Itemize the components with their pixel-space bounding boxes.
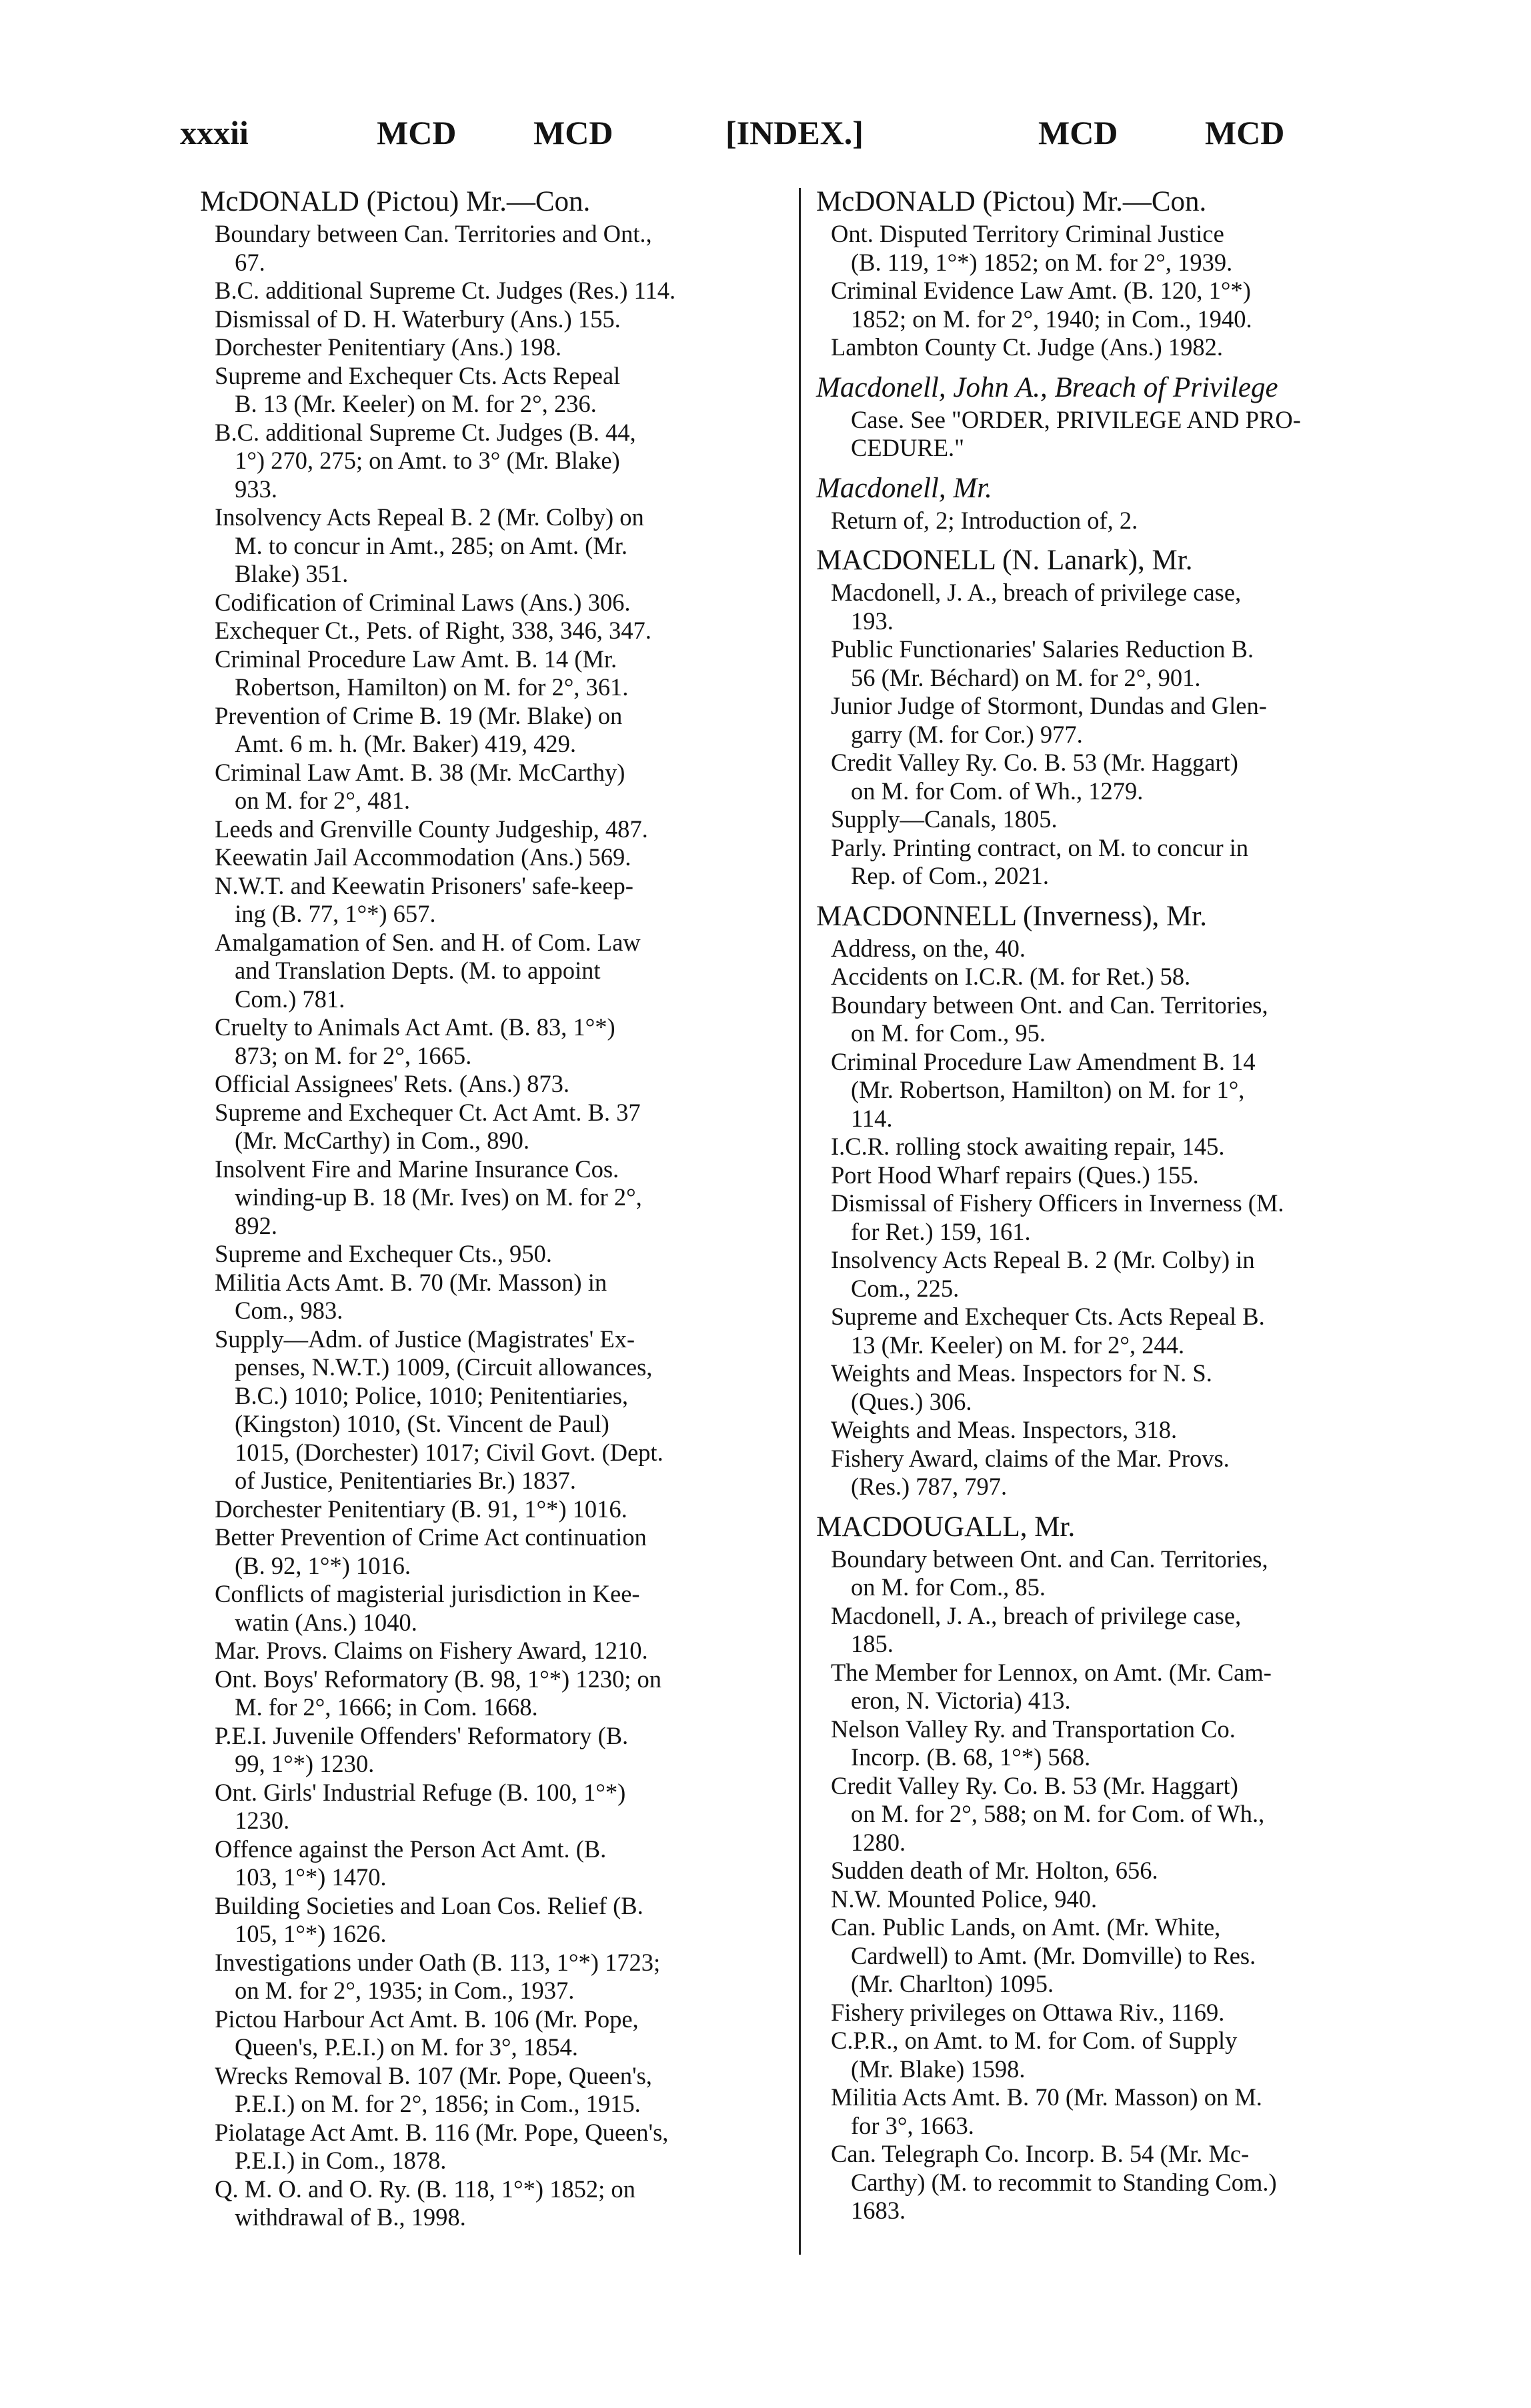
index-line: Boundary between Ont. and Can. Territories, bbox=[831, 1545, 1268, 1573]
entry-heading: MACDOUGALL, Mr. bbox=[816, 1511, 1076, 1543]
index-line: Public Functionaries' Salaries Reduction B. bbox=[831, 635, 1254, 663]
index-line: Building Societies and Loan Cos. Relief (B. bbox=[215, 1891, 643, 1919]
index-line: Macdonell, J. A., breach of privilege case, bbox=[831, 579, 1242, 606]
index-line: for Ret.) 159, 161. bbox=[851, 1217, 1031, 1245]
entry-heading: McDONALD (Pictou) Mr.—Con. bbox=[200, 186, 591, 217]
index-line: Militia Acts Amt. B. 70 (Mr. Masson) on M. bbox=[831, 2083, 1262, 2111]
index-line: Com., 225. bbox=[851, 1274, 960, 1302]
index-line: 1683. bbox=[851, 2197, 906, 2224]
index-line: Exchequer Ct., Pets. of Right, 338, 346, 347. bbox=[215, 617, 651, 644]
index-line: 56 (Mr. Béchard) on M. for 2°, 901. bbox=[851, 663, 1201, 691]
index-line: Com., 983. bbox=[235, 1297, 343, 1324]
index-line: Weights and Meas. Inspectors, 318. bbox=[831, 1416, 1178, 1443]
index-line: Wrecks Removal B. 107 (Mr. Pope, Queen's, bbox=[215, 2061, 652, 2089]
index-line: Blake) 351. bbox=[235, 560, 349, 587]
index-line: Weights and Meas. Inspectors for N. S. bbox=[831, 1359, 1212, 1387]
index-line: 892. bbox=[235, 1211, 277, 1239]
index-line: Junior Judge of Stormont, Dundas and Glen- bbox=[831, 692, 1267, 719]
index-line: C.P.R., on Amt. to M. for Com. of Supply bbox=[831, 2027, 1238, 2054]
index-line: Rep. of Com., 2021. bbox=[851, 862, 1050, 889]
section-title: [INDEX.] bbox=[725, 114, 864, 151]
index-line: Ont. Girls' Industrial Refuge (B. 100, 1°*) bbox=[215, 1778, 626, 1806]
index-line: Boundary between Ont. and Can. Territories, bbox=[831, 991, 1268, 1019]
index-line: N.W.T. and Keewatin Prisoners' safe-keep- bbox=[215, 871, 633, 899]
index-line: Amt. 6 m. h. (Mr. Baker) 419, 429. bbox=[235, 730, 576, 757]
index-line: Dismissal of D. H. Waterbury (Ans.) 155. bbox=[215, 305, 621, 333]
index-line: (Mr. Robertson, Hamilton) on M. for 1°, bbox=[851, 1076, 1245, 1103]
index-line: (Res.) 787, 797. bbox=[851, 1473, 1008, 1500]
index-line: (Kingston) 1010, (St. Vincent de Paul) bbox=[235, 1410, 609, 1437]
index-line: 1852; on M. for 2°, 1940; in Com., 1940. bbox=[851, 305, 1252, 333]
index-line: Accidents on I.C.R. (M. for Ret.) 58. bbox=[831, 963, 1191, 990]
index-line: (B. 92, 1°*) 1016. bbox=[235, 1551, 411, 1579]
index-line: Can. Telegraph Co. Incorp. B. 54 (Mr. Mc- bbox=[831, 2140, 1250, 2167]
index-line: Fishery privileges on Ottawa Riv., 1169. bbox=[831, 1998, 1225, 2026]
index-line: Criminal Law Amt. B. 38 (Mr. McCarthy) bbox=[215, 758, 625, 786]
index-line: 185. bbox=[851, 1630, 894, 1657]
index-line: (Mr. Charlton) 1095. bbox=[851, 1970, 1054, 1997]
index-line: (B. 119, 1°*) 1852; on M. for 2°, 1939. bbox=[851, 248, 1233, 276]
index-line: Cardwell) to Amt. (Mr. Domville) to Res. bbox=[851, 1941, 1256, 1969]
index-line: Insolvent Fire and Marine Insurance Cos. bbox=[215, 1155, 619, 1183]
index-line: 193. bbox=[851, 607, 894, 635]
index-line: CEDURE." bbox=[851, 434, 965, 461]
index-line: Q. M. O. and O. Ry. (B. 118, 1°*) 1852; on bbox=[215, 2175, 635, 2203]
index-line: on M. for Com., 95. bbox=[851, 1019, 1046, 1047]
index-line: Leeds and Grenville County Judgeship, 487. bbox=[215, 815, 648, 843]
index-line: Offence against the Person Act Amt. (B. bbox=[215, 1835, 607, 1863]
index-line: Dorchester Penitentiary (Ans.) 198. bbox=[215, 333, 561, 361]
entry-heading: Macdonell, Mr. bbox=[816, 472, 992, 504]
index-line: 99, 1°*) 1230. bbox=[235, 1750, 375, 1777]
index-line: garry (M. for Cor.) 977. bbox=[851, 720, 1083, 748]
index-line: Keewatin Jail Accommodation (Ans.) 569. bbox=[215, 843, 631, 871]
index-line: and Translation Depts. (M. to appoint bbox=[235, 957, 601, 984]
index-line: Ont. Boys' Reformatory (B. 98, 1°*) 1230; on bbox=[215, 1665, 662, 1693]
index-line: (Ques.) 306. bbox=[851, 1387, 972, 1415]
index-line: on M. for 2°, 481. bbox=[235, 787, 410, 814]
entry-heading: MACDONNELL (Inverness), Mr. bbox=[816, 900, 1207, 932]
index-line: Codification of Criminal Laws (Ans.) 306. bbox=[215, 588, 631, 616]
index-line: Supreme and Exchequer Cts., 950. bbox=[215, 1240, 552, 1267]
running-header bbox=[180, 113, 1314, 167]
index-line: Queen's, P.E.I.) on M. for 3°, 1854. bbox=[235, 2033, 578, 2061]
index-line: Address, on the, 40. bbox=[831, 934, 1026, 962]
index-line: Piolatage Act Amt. B. 116 (Mr. Pope, Queen's, bbox=[215, 2118, 669, 2146]
index-line: Macdonell, J. A., breach of privilege case, bbox=[831, 1601, 1242, 1629]
index-line: 1015, (Dorchester) 1017; Civil Govt. (Dept. bbox=[235, 1438, 663, 1466]
guide-word: MCD bbox=[377, 114, 457, 151]
index-line: Robertson, Hamilton) on M. for 2°, 361. bbox=[235, 673, 629, 701]
index-line: 67. bbox=[235, 248, 265, 276]
index-line: Better Prevention of Crime Act continuation bbox=[215, 1523, 647, 1551]
guide-word: MCD bbox=[533, 114, 613, 151]
index-line: M. to concur in Amt., 285; on Amt. (Mr. bbox=[235, 531, 628, 559]
index-line: on M. for Com., 85. bbox=[851, 1573, 1046, 1601]
index-line: Return of, 2; Introduction of, 2. bbox=[831, 506, 1138, 534]
index-line: Supply—Canals, 1805. bbox=[831, 805, 1058, 833]
index-line: P.E.I. Juvenile Offenders' Reformatory (B. bbox=[215, 1721, 629, 1749]
index-line: P.E.I.) in Com., 1878. bbox=[235, 2147, 447, 2174]
index-line: Case. See "ORDER, PRIVILEGE AND PRO- bbox=[851, 405, 1301, 433]
index-line: penses, N.W.T.) 1009, (Circuit allowances, bbox=[235, 1353, 653, 1381]
index-line: P.E.I.) on M. for 2°, 1856; in Com., 1915. bbox=[235, 2090, 641, 2117]
index-line: 1280. bbox=[851, 1828, 906, 1856]
index-line: Supreme and Exchequer Cts. Acts Repeal B. bbox=[831, 1303, 1265, 1330]
index-line: N.W. Mounted Police, 940. bbox=[831, 1885, 1098, 1913]
index-line: Com.) 781. bbox=[235, 985, 345, 1013]
index-line: Cruelty to Animals Act Amt. (B. 83, 1°*) bbox=[215, 1013, 615, 1041]
index-line: on M. for Com. of Wh., 1279. bbox=[851, 777, 1144, 805]
index-line: Conflicts of magisterial jurisdiction in Kee- bbox=[215, 1580, 640, 1607]
index-line: Mar. Provs. Claims on Fishery Award, 1210. bbox=[215, 1637, 648, 1664]
index-line: Insolvency Acts Repeal B. 2 (Mr. Colby) on bbox=[215, 503, 644, 531]
index-line: 1°) 270, 275; on Amt. to 3° (Mr. Blake) bbox=[235, 447, 620, 474]
index-line: The Member for Lennox, on Amt. (Mr. Cam- bbox=[831, 1658, 1272, 1686]
index-line: Supreme and Exchequer Ct. Act Amt. B. 37 bbox=[215, 1098, 641, 1126]
index-line: B. 13 (Mr. Keeler) on M. for 2°, 236. bbox=[235, 390, 597, 417]
index-line: of Justice, Penitentiaries Br.) 1837. bbox=[235, 1467, 576, 1494]
page-number: xxxii bbox=[180, 114, 249, 151]
index-line: (Mr. Blake) 1598. bbox=[851, 2055, 1026, 2083]
entry-heading: MACDONELL (N. Lanark), Mr. bbox=[816, 545, 1193, 576]
index-line: Fishery Award, claims of the Mar. Provs. bbox=[831, 1444, 1230, 1472]
index-line: 114. bbox=[851, 1104, 893, 1132]
index-line: M. for 2°, 1666; in Com. 1668. bbox=[235, 1693, 538, 1721]
index-line: Boundary between Can. Territories and Ont., bbox=[215, 220, 652, 247]
index-line: eron, N. Victoria) 413. bbox=[851, 1687, 1071, 1714]
index-line: Investigations under Oath (B. 113, 1°*) 1723; bbox=[215, 1948, 661, 1976]
index-line: Sudden death of Mr. Holton, 656. bbox=[831, 1857, 1158, 1884]
index-line: 1230. bbox=[235, 1807, 290, 1834]
index-line: Pictou Harbour Act Amt. B. 106 (Mr. Pope, bbox=[215, 2005, 639, 2033]
index-line: for 3°, 1663. bbox=[851, 2111, 974, 2139]
index-line: Criminal Evidence Law Amt. (B. 120, 1°*) bbox=[831, 277, 1251, 304]
index-line: Carthy) (M. to recommit to Standing Com.) bbox=[851, 2168, 1277, 2196]
index-line: Port Hood Wharf repairs (Ques.) 155. bbox=[831, 1161, 1199, 1189]
index-line: winding-up B. 18 (Mr. Ives) on M. for 2°, bbox=[235, 1183, 642, 1211]
index-line: Ont. Disputed Territory Criminal Justice bbox=[831, 220, 1224, 247]
index-line: Criminal Procedure Law Amendment B. 14 bbox=[831, 1047, 1256, 1075]
guide-word: MCD bbox=[1038, 114, 1118, 151]
index-line: B.C. additional Supreme Ct. Judges (Res.) 114. bbox=[215, 277, 676, 304]
index-line: Dismissal of Fishery Officers in Inverness (M. bbox=[831, 1189, 1284, 1217]
index-line: on M. for 2°, 588; on M. for Com. of Wh., bbox=[851, 1800, 1265, 1827]
index-line: withdrawal of B., 1998. bbox=[235, 2203, 466, 2231]
index-line: I.C.R. rolling stock awaiting repair, 145. bbox=[831, 1133, 1225, 1160]
index-line: Amalgamation of Sen. and H. of Com. Law bbox=[215, 928, 641, 956]
index-line: Militia Acts Amt. B. 70 (Mr. Masson) in bbox=[215, 1268, 607, 1296]
index-line: Official Assignees' Rets. (Ans.) 873. bbox=[215, 1070, 570, 1097]
index-line: Supreme and Exchequer Cts. Acts Repeal bbox=[215, 361, 621, 389]
index-line: 13 (Mr. Keeler) on M. for 2°, 244. bbox=[851, 1331, 1185, 1359]
index-line: (Mr. McCarthy) in Com., 890. bbox=[235, 1127, 530, 1154]
index-line: Credit Valley Ry. Co. B. 53 (Mr. Haggart) bbox=[831, 1771, 1238, 1799]
index-line: Supply—Adm. of Justice (Magistrates' Ex- bbox=[215, 1325, 635, 1353]
index-line: Parly. Printing contract, on M. to concur in bbox=[831, 833, 1249, 861]
index-line: Nelson Valley Ry. and Transportation Co. bbox=[831, 1715, 1236, 1743]
index-line: ing (B. 77, 1°*) 657. bbox=[235, 900, 436, 927]
left-column bbox=[200, 185, 790, 2232]
index-line: B.C. additional Supreme Ct. Judges (B. 44, bbox=[215, 418, 636, 446]
right-column bbox=[816, 185, 1436, 2225]
index-line: 933. bbox=[235, 475, 277, 503]
index-line: Lambton County Ct. Judge (Ans.) 1982. bbox=[831, 333, 1224, 361]
index-line: on M. for 2°, 1935; in Com., 1937. bbox=[235, 1977, 575, 2004]
column-divider bbox=[799, 188, 801, 2255]
index-line: Dorchester Penitentiary (B. 91, 1°*) 1016. bbox=[215, 1495, 627, 1523]
index-line: Incorp. (B. 68, 1°*) 568. bbox=[851, 1743, 1091, 1771]
index-line: Can. Public Lands, on Amt. (Mr. White, bbox=[831, 1913, 1221, 1941]
guide-word: MCD bbox=[1205, 114, 1285, 151]
index-line: Prevention of Crime B. 19 (Mr. Blake) on bbox=[215, 701, 623, 729]
index-line: watin (Ans.) 1040. bbox=[235, 1608, 417, 1636]
entry-heading: McDONALD (Pictou) Mr.—Con. bbox=[816, 186, 1207, 217]
index-line: 873; on M. for 2°, 1665. bbox=[235, 1041, 472, 1069]
entry-heading: Macdonell, John A., Breach of Privilege bbox=[816, 371, 1278, 403]
index-line: 103, 1°*) 1470. bbox=[235, 1863, 387, 1891]
index-line: 105, 1°*) 1626. bbox=[235, 1920, 387, 1947]
index-line: Insolvency Acts Repeal B. 2 (Mr. Colby) in bbox=[831, 1246, 1255, 1273]
index-line: Credit Valley Ry. Co. B. 53 (Mr. Haggart) bbox=[831, 749, 1238, 776]
index-line: B.C.) 1010; Police, 1010; Penitentiaries, bbox=[235, 1381, 629, 1409]
index-line: Criminal Procedure Law Amt. B. 14 (Mr. bbox=[215, 645, 617, 673]
